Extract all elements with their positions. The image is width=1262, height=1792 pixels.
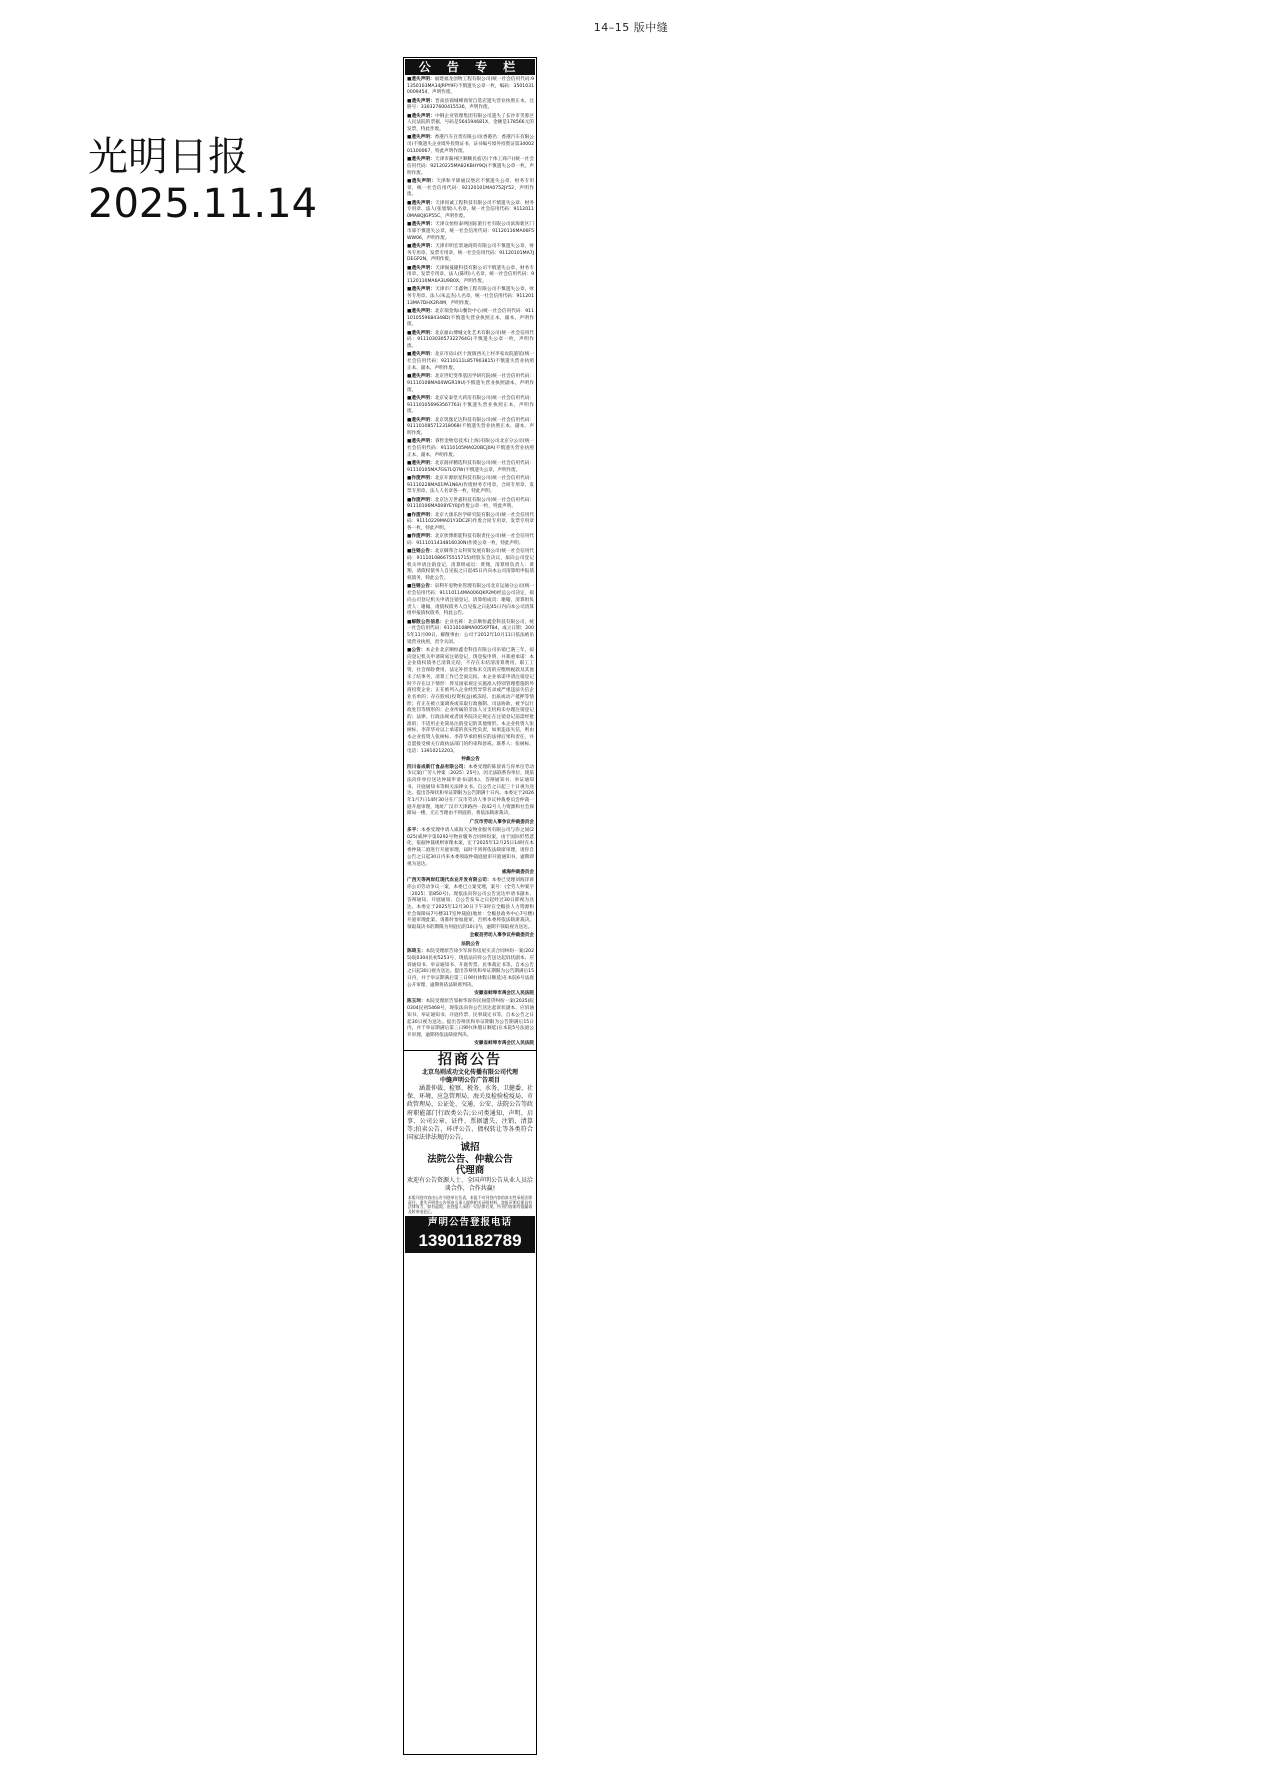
newspaper-name: 光明日报 — [88, 134, 248, 180]
notice-item-lead: ■遗失声明： — [407, 222, 436, 228]
newspaper-date: 2025.11.14 — [88, 181, 318, 227]
notice-item — [407, 584, 534, 618]
notice-item-lead: ■解散公告信息： — [407, 619, 445, 625]
notice-item — [407, 534, 534, 547]
notice-item — [407, 549, 534, 583]
recruitment-org-line2: 中缝声明公告广告项目 — [439, 1077, 500, 1084]
notice-item-text: 北京瑞金海山餐饮中心(统一社会信用代码：9111010559684348D)不慎遗失营业执照正本，副本，声明作废。 — [407, 309, 535, 328]
notice-item — [407, 244, 534, 264]
notice-item-text: 北京御邦合众科贸发展有限公司(统一社会信用代码：911101086675515715)经股东会决议，拟向公司登记机关申请注销登记，清算组成员：黄翔，清算组负责人：黄翔，请债权债务人自见报之日起45日内向本公司清算组申报债权债务，特此公告。 — [407, 549, 535, 582]
recruitment-call-1: 诚招 — [460, 1142, 480, 1154]
disclaimer-fine-print: 本版刊登内容由公告刊登单位负责，本报不对刊登内容的真实性承担法律责任。遗失声明类公告须由当事人提供相关证明材料，登报声明后即具有法律效力，如有虚假，由登报人承担一切法律后果。所刊内容如有错漏请及时来电更正。 — [408, 1194, 532, 1214]
court-notice — [407, 999, 534, 1039]
notice-item-lead: ■遗失声明： — [407, 374, 435, 380]
notice-column — [403, 57, 537, 1755]
notice-item-text: 香港汽车百货有限公司(香港名：香港汽车有限公司)不慎遗失企业境外投资证书，证书编号境外投资证第3400201100067，特此声明作废。 — [407, 135, 535, 154]
notice-item — [407, 476, 534, 496]
arbitration-notice-lead: 多平： — [407, 828, 422, 834]
notice-item-lead: ■遗失声明： — [407, 200, 436, 206]
court-items — [407, 949, 534, 1048]
notice-item-text: 企业名称：北京顺恒鑫金科技有限公司，统一社会信用代码：91110108MA005XPT84，成立日期：2005年11月09日，解散事由：公司于2012年10月11日依法被吊销营业执照，责令关闭。 — [407, 619, 534, 645]
notice-item-text: 本企业北京顺恒鑫金科技有限公司吊销已满三年，拟向登记机关申请简易注销登记，现登报申明，并郑重承诺：本企业债权债务已清算完结，不存在未结清清算费用、职工工资、社会保险费用、法定补偿金和未交清的应缴纳税款及其他未了结事务，清算工作已全面完结。本企业承诺申请注销登记时不存在以下情形：涉及国家规定实施准入特别管理措施的外商投资企业；正在被列入企业经营异常名录或严重违法失信企业名单的；存在股权(投资权益)被冻结、出质或动产抵押等情形；有正在被立案调查或采取行政强制、司法协助、被予以行政处罚等情形的；企业所属的非法人分支机构未办理注销登记的；法律、行政法规或者国务院决定规定在注销登记前需经批准的；不适用企业简易注销登记的其他情形。本企业投资人张树标、李萍华对以上承诺的真实性负责，如果违法失信，则由本企业投资人张树标、李萍华承担相应的法律后果和责任，并自愿接受相关行政执法部门的约束和惩戒。联系人：张树标，电话：13910212203。 — [407, 647, 534, 754]
notice-item-text: 北京福山博城文化艺术有限公司(统一社会信用代码：91110303057322764G)不慎遗失公章一枚，声明作废。 — [407, 330, 535, 350]
notice-item-text: 睿哲金物息技术(上海)有限公司北京分公司(统一社会信用代码：91110105MA020BCJ0A)不慎遗失营业执照正本、副本，声明作废。 — [407, 439, 535, 458]
court-notice-signature: 安徽省蚌埠市禹会区人民法院 — [474, 991, 534, 997]
arbitration-notice — [407, 765, 534, 819]
court-notice-text: 本院受理原告徐少军诉你房屋买卖合同纠纷一案(2025)皖0304民初5253号，现依法向你公告送达起诉状副本、应诉通知书、举证通知书、开庭传票、民事裁定书等。自本公告之日起30日视为送达。提出答辩状和举证期限为公告期满后15日内，并于举证期满后第三日9时(休假日顺延)在本院6号法庭公开审理，逾期将依法缺席判决。 — [407, 949, 534, 988]
notice-item-lead: ■作废声明： — [407, 534, 435, 540]
arbitration-notice-text: 本委受理的陈晨诉与你单位劳动争议案(广劳人仲案〔2025〕25号)，因无法联系你单位，现依法向你单位送达仲裁申请书(副本)、答辩通知书、举证通知书、开庭通知书等相关法律文书。自公告之日起三十日视为送达。提出答辩状和举证期限为公告期满十日内。本委定于2026年1月7日14时30分在广汉市劳动人事争议仲裁委员会仲裁一庭开庭审理，地址广汉市天津路西一段42号人力资源和社会保障局一楼，无正当理由不到庭的，将依法缺席裁决。 — [407, 764, 534, 817]
recruitment-org-line1: 北京鸟则成功文化传播有限公司代理 — [421, 1069, 518, 1076]
notice-item-text: 天津市蓟州区顺顺民宿店(个体工商户)(统一社会信用代码：92120225MA82KBHY9Q)不慎遗失公章一枚，声明作废。 — [407, 157, 534, 176]
recruitment-welcome: 欢迎有公告资源人士、全国声明公告从业人员洽谈合作，合作共赢! — [407, 1176, 534, 1192]
arbitration-notice-text: 本委已受理刘海洋诉你公司劳动争议一案，本委已立案受理，案号：(全劳人仲案字〔2025〕第850号)。现依法向你公司公告送达申请书副本、答辩通知、开庭通知，自公告发布之日起经过30日即视为送达。本委定于2025年12月30日下午3时在全椒县人力资源和社会保障局7号楼317室仲裁庭(地址：全椒县政务中心7号楼)开庭审理此案。请准时参加庭审，否则本委将依法缺席裁决。领取裁决书的期限为何庭后的10日内，逾期不领取视为送达。 — [407, 878, 534, 931]
notice-column-banner: 公 告 专 栏 — [405, 59, 535, 75]
notice-item — [407, 418, 534, 438]
notice-item-text: 天津众恒恒泰网国际旅行社有限公司滨海新区门市部不慎遗失公章，统一社会信用代码：91120116MA06F5WW06，声明作废。 — [407, 222, 534, 241]
notice-item-lead: ■作废声明： — [407, 512, 435, 518]
notice-item-text: 福建福龙创物工程有限公司(统一社会信用代码:91350103MA34JRPY9F)不慎遗失公章一枚，编码：35010310009454，声明作废。 — [407, 77, 534, 96]
arbitration-notice — [407, 878, 534, 932]
notice-item — [407, 620, 534, 647]
notice-item-lead: ■遗失声明： — [407, 352, 435, 358]
notice-item-text: 北京达万世嘉科技有限公司(统一社会信用代码：91110106MA008YEY0J)作废公章一枚，特此声明。 — [407, 497, 535, 510]
notice-item-lead: ■遗失声明： — [407, 460, 435, 466]
arbitration-notice — [407, 828, 534, 868]
notice-item-text: 北京大康乐医学研究院有限公司(统一社会信用代码：91110229MA01Y3DC2F)作废合同专用章、发票专用章各一枚，特此声明。 — [407, 512, 535, 532]
notice-item — [407, 99, 534, 112]
notice-item — [407, 498, 534, 511]
notice-item-text: 北京润祥精选科技有限公司(统一社会信用代码：91110105MA7GS7LQ7W)不慎遗失公章，声明作废。 — [407, 460, 535, 473]
notice-item-lead: ■遗失声明： — [407, 178, 437, 184]
court-notice — [407, 949, 534, 989]
notice-item-lead: ■遗失声明： — [407, 77, 435, 82]
arbitration-notice-lead: 四川省成新汀食品有限公司： — [407, 764, 469, 770]
notice-item-text: 天津锡晟隆科技有限公司不慎遗失公章、财务专用章、发票专用章、法人(陈明)人名章，统一社会信用代码：91120110MA6A3U9B0X，声明作废。 — [407, 265, 534, 285]
notice-item-lead: ■遗失声明： — [407, 417, 435, 423]
arbitration-notice-signature: 广汉市劳动人事争议仲裁委员会 — [469, 819, 534, 825]
court-notice-signature: 安徽省蚌埠市禹会区人民法院 — [474, 1041, 534, 1047]
recruitment-title: 招商公告 — [438, 1052, 502, 1068]
notice-item-lead: ■遗失声明： — [407, 265, 436, 271]
notice-item-lead: ■遗失声明： — [407, 309, 435, 315]
notice-item-text: 天津市明宏景通商贸有限公司不慎遗失公章、财务专用章、发票专用章，统一社会信用代码：91120101MA7JDEGP2N，声明作废。 — [407, 243, 534, 263]
recruitment-call-2: 法院公告、仲裁公告 — [427, 1153, 513, 1165]
notice-item-text: 天津同诚工程科技有限公司不慎遗失公章、财务专用章、法人(张旭瑞)人名章，统一社会信用代码：91120110MA8QJGP55C，声明作废。 — [407, 200, 534, 219]
notice-list — [404, 76, 536, 1048]
arbitration-section-title: 仲裁公告 — [461, 756, 480, 762]
notice-item-text: 北京安泰堂大药房有限公司(统一社会信用代码：911101056963567763)不慎遗失营业执照正本，声明作废。 — [407, 395, 535, 415]
notice-item — [407, 157, 534, 177]
notice-item-lead: ■注销公告： — [407, 584, 435, 590]
notice-item — [407, 461, 534, 474]
arbitration-notice-lead: 广西天等两岸红现代农业开发有限公司： — [407, 878, 492, 884]
notice-item-text: 北京开源原星科技有限公司(统一社会信用代码：91110228MA01PA1N6A)作废财务专用章、合同专用章、发票专用章、法人人名章各一枚，特此声明。 — [407, 475, 535, 495]
notice-item-text: 晋南县锦城峰商贸自选店遗失营业执照正本，注册号：330327600415536，声明作废。 — [407, 98, 534, 111]
court-notice-lead: 陈琦玉： — [407, 949, 426, 955]
court-notice-lead: 陈玉珂： — [407, 999, 426, 1005]
notice-item — [407, 352, 534, 372]
notice-item — [407, 179, 534, 199]
notice-item-lead: ■遗失声明： — [407, 243, 436, 249]
notice-item-text: 北京欣博新能科技有限责任公司(统一社会信用代码：9111011434816030N)作废公章一枚，特此声明。 — [407, 534, 535, 547]
recruitment-call-3: 代理商 — [455, 1165, 485, 1177]
page-section-label: 14–15 版中缝 — [593, 21, 669, 34]
arbitration-notice-text: 本委受理申请人威海天安物业服务有限公司与你之间(2025)威仲字第0292号物业服务合同纠纷案，由于国际形势恶化，依据仲裁规则审理本案，定于2025年12月25日14时在本委仲裁二庭进行开庭审理，届时不到将依法缺席审理，请你自公告之日起30日内来本委领取仲裁庭庭审开庭通知书，逾期即视为送达。 — [407, 828, 534, 867]
notice-item-text: 泉利开思物业管理有限公司北京运通分公司(统一社会信用代码：91110114MA006QKP2M)经总公司决定，拟向公司登记机关申请注销登记，清算组成员：谢翰，清算组负责人：谢翰，请债权债务人自见报之日起45日内向本公司清算组申报债权债务，特此公告。 — [407, 584, 535, 617]
notice-item-text: 北京市房山区十渡镇西关上村李家农院旅馆(统一社会信用代码：92110111L857903815)不慎遗失营业执照正本、副本，声明作废。 — [407, 352, 535, 371]
notice-item — [407, 309, 534, 329]
arbitration-items — [407, 765, 534, 941]
hotline-number: 13901182789 — [405, 1229, 535, 1253]
recruitment-body: 涵盖仲裁、检察、税务、水务、卫健委、社保、环境、应急管理局、海关及检验检疫局、市政管理局、公证处、交通、公安、法院公告等政府职能部门行政类公告;公司类通知、声明、启事、公司公章、证件、票据遗失、注销、清算等;拍卖公告、环评公告、债权转让等各类符合国家法律法规的公告。 — [407, 1085, 534, 1142]
notice-item-text: 天津市广丰鑫物工程有限公司不慎遗失公章、财务专用章、法人(朱孟杰)人名章，统一社会信用代码：91120113MA7DHX2R4M，声明作废。 — [407, 287, 534, 306]
notice-item — [407, 396, 534, 416]
notice-item-lead: ■遗失声明： — [407, 439, 435, 445]
notice-item — [407, 266, 534, 286]
notice-item — [407, 513, 534, 533]
notice-item — [407, 201, 534, 221]
notice-item-lead: ■遗失声明： — [407, 395, 435, 401]
notice-item-lead: ■遗失声明： — [407, 330, 435, 336]
notice-item-text: 天津和平锦通汉堡店不慎遗失公章、财务专用章，统一社会信用代码：92120101MA0752JY52，声明作废。 — [407, 178, 534, 198]
notice-item-lead: ■公告： — [407, 647, 426, 653]
notice-item — [407, 114, 534, 134]
arbitration-notice-signature: 全椒县劳动人事争议仲裁委员会 — [469, 933, 534, 939]
notice-item-lead: ■作废声明： — [407, 497, 435, 503]
notice-item-lead: ■遗失声明： — [407, 157, 435, 163]
notice-item — [407, 374, 534, 394]
notice-item-text: 北京筑逸亿达科技有限公司(统一社会信用代码：911101085712318068)不慎遗失营业执照正本、副本，声明作废。 — [407, 417, 535, 436]
notice-item-lead: ■遗失声明： — [407, 135, 435, 141]
court-section-title: 法院公告 — [461, 941, 480, 947]
notice-item — [407, 648, 534, 755]
notice-items — [407, 77, 534, 755]
recruitment-ad — [404, 1050, 536, 1214]
notice-item-lead: ■注销公告： — [407, 549, 435, 555]
notice-item-text: 中钢企业管理集团有限公司遗失了长沙市芙蓉区人民法院的票据，号码是564194681X，金额是178566元的发票，特此作废。 — [407, 113, 534, 133]
notice-item-text: 北京世纪变革基因学研究院(统一社会信用代码：91110108MA04WGR19U)不慎遗失营业执照副本，声明作废。 — [407, 374, 535, 393]
notice-item-lead: ■遗失声明： — [407, 287, 436, 293]
hotline-label: 声明公告登报电话 — [405, 1216, 535, 1229]
notice-item — [407, 222, 534, 242]
notice-item — [407, 331, 534, 351]
notice-item-lead: ■遗失声明： — [407, 98, 436, 104]
notice-item-lead: ■作废声明： — [407, 475, 435, 481]
notice-item — [407, 439, 534, 459]
court-notice-text: 本院受理原告邹树华诉你民间借贷纠纷一案(2025)皖0304民初5468号，现依法向你公告送达起诉状副本、应诉通知书、举证通知书、开庭传票、民事裁定书等。自本公告之日起30日视为送达。提出答辩状和举证期限为公告期满后15日内，并于举证期满后第三日9时(休假日顺延)在本院5号法庭公开审理，逾期将依法缺席判决。 — [407, 999, 534, 1038]
notice-item-lead: ■遗失声明： — [407, 113, 436, 119]
notice-item — [407, 77, 534, 97]
arbitration-notice-signature: 威海仲裁委员会 — [501, 869, 534, 875]
notice-item — [407, 135, 534, 155]
notice-item — [407, 287, 534, 307]
